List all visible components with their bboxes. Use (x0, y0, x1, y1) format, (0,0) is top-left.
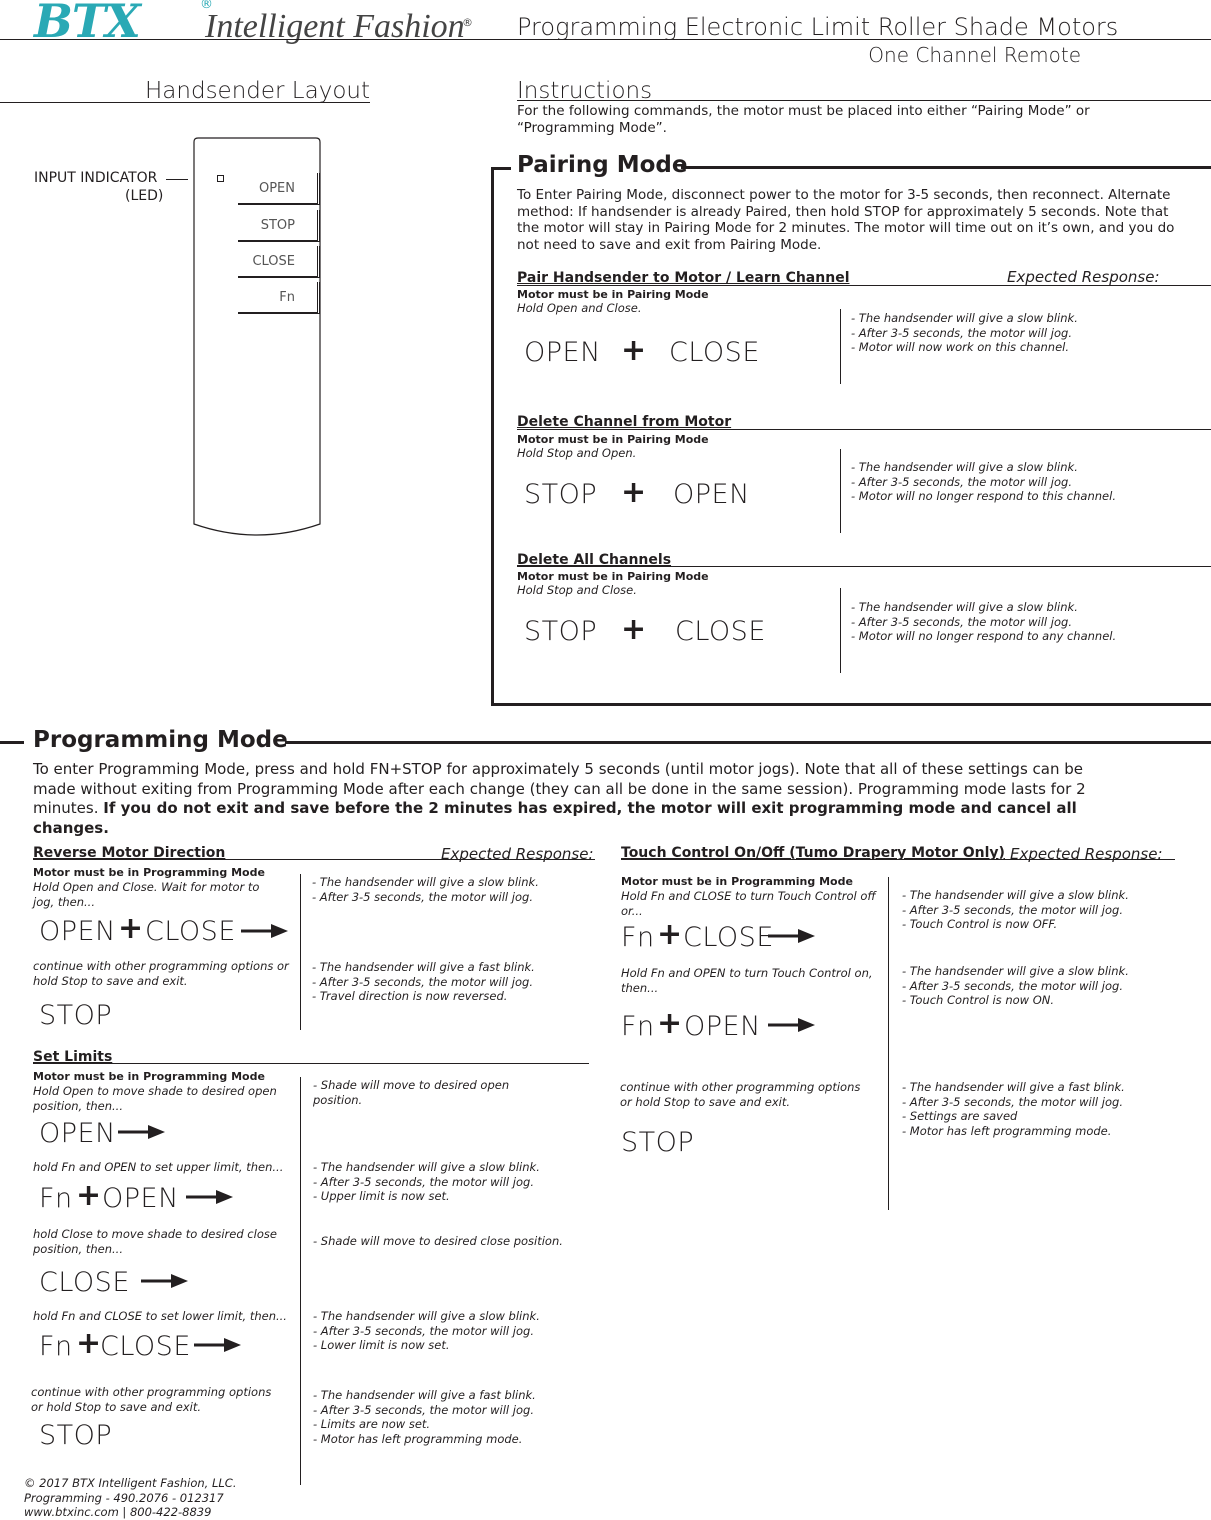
pair-response-line: - Motor will now work on this channel. (851, 340, 1069, 354)
instructions-heading: Instructions (517, 78, 653, 104)
delete-all-must: Motor must be in Pairing Mode (517, 570, 709, 583)
limits-response-line: - The handsender will give a slow blink. (313, 1309, 540, 1323)
touch-must: Motor must be in Programming Mode (621, 875, 853, 888)
indicator-label: INPUT INDICATOR (34, 170, 158, 186)
limits-title: Set Limits (33, 1049, 113, 1065)
pair-divider (840, 309, 841, 384)
remote-stop-button[interactable]: STOP (238, 210, 320, 242)
reverse-expected-label: Expected Response: (441, 845, 594, 863)
instructions-heading-rule (517, 100, 1211, 101)
limits-response-5 (313, 1388, 536, 1446)
limits-response-4 (313, 1309, 540, 1353)
touch-key-fn-2: Fn (621, 1011, 655, 1042)
footer-contact: www.btxinc.com | 800-422-8839 (24, 1505, 212, 1519)
touch-title-rule (621, 859, 1175, 860)
reverse-response-2 (312, 960, 535, 1004)
touch-response-line: - Settings are saved (902, 1109, 1018, 1123)
limits-key-open: OPEN (39, 1118, 116, 1149)
reverse-continue-text: continue with other programming options or hold Stop to save and exit. (33, 959, 289, 988)
pair-key-open: OPEN (524, 337, 601, 368)
handsender-heading-rule (0, 102, 370, 103)
limits-key-close-2: CLOSE (100, 1331, 191, 1362)
pairing-box-left-border (491, 167, 494, 706)
touch-response-3 (902, 1080, 1125, 1138)
delete-all-response-line: - The handsender will give a slow blink. (851, 600, 1078, 614)
indicator-sub-label: (LED) (125, 188, 164, 204)
reverse-response-line: - The handsender will give a slow blink. (312, 875, 539, 889)
touch-response-line: - The handsender will give a slow blink. (902, 964, 1129, 978)
limits-response-line: - Lower limit is now set. (313, 1338, 450, 1352)
pair-response-line: - After 3-5 seconds, the motor will jog. (851, 325, 1072, 340)
reverse-key-stop: STOP (39, 1000, 113, 1031)
limits-response-line: position. (313, 1092, 363, 1107)
limits-response-3 (313, 1234, 563, 1249)
programming-text-main: To enter Programming Mode, press and hold FN+STOP for approximately 5 seconds (until motor jogs). Note that all of these settings can be made without exiting from Programming Mode after each change (they can all be done in the same session). Programming mode lasts for 2 minutes. (33, 760, 1086, 817)
touch-step-3: continue with other programming options or hold Stop to save and exit. (620, 1080, 861, 1109)
limits-response-line: - The handsender will give a fast blink. (313, 1388, 536, 1402)
delete-all-response-line: - After 3-5 seconds, the motor will jog. (851, 614, 1072, 629)
footer-doc-number: Programming - 490.2076 - 012317 (24, 1490, 224, 1505)
pairing-heading-rule (681, 166, 1211, 169)
delete-all-divider (840, 588, 841, 673)
limits-step-3: hold Close to move shade to desired close position, then... (33, 1227, 277, 1256)
programming-text-warning: If you do not exit and save before the 2 minutes has expired, the motor will exit programming mode and cancel all changes. (33, 799, 1077, 837)
limits-response-line: - After 3-5 seconds, the motor will jog. (313, 1174, 534, 1189)
delete-all-response-line: - Motor will no longer respond to any channel. (851, 629, 1117, 643)
pairing-expected-label: Expected Response: (1007, 268, 1160, 286)
limits-response-2 (313, 1160, 540, 1204)
delete-channel-response (851, 460, 1116, 504)
limits-plus: + (76, 1178, 102, 1213)
reverse-arrow-icon (241, 922, 289, 940)
reverse-response-1 (312, 875, 539, 904)
pair-title: Pair Handsender to Motor / Learn Channel (517, 270, 850, 286)
touch-response-line: - After 3-5 seconds, the motor will jog. (902, 1094, 1123, 1109)
brand-reg-mark: ® (200, 0, 213, 12)
touch-step-1: Hold Fn and CLOSE to turn Touch Control off or... (621, 889, 876, 918)
limits-response-line: - Upper limit is now set. (313, 1189, 450, 1203)
delete-channel-response-line: - After 3-5 seconds, the motor will jog. (851, 474, 1072, 489)
touch-key-open: OPEN (684, 1011, 761, 1042)
indicator-leader-line (166, 179, 188, 180)
tagline-reg-mark: ® (462, 16, 473, 29)
limits-fn-close-arrow-icon (194, 1336, 242, 1354)
delete-channel-response-line: - The handsender will give a slow blink. (851, 460, 1078, 474)
delete-all-response (851, 600, 1116, 644)
limits-divider (300, 1077, 301, 1485)
limits-response-line: - Limits are now set. (313, 1417, 431, 1431)
remote-fn-button[interactable]: Fn (238, 282, 320, 314)
programming-heading-rule (285, 741, 1211, 744)
instructions-text: For the following commands, the motor must be placed into either “Pairing Mode” or “Programming Mode”. (517, 103, 1090, 136)
reverse-response-line: - After 3-5 seconds, the motor will jog. (312, 889, 533, 904)
limits-key-close: CLOSE (39, 1267, 130, 1298)
touch-response-line: - The handsender will give a fast blink. (902, 1080, 1125, 1094)
pairing-heading: Pairing Mode (517, 152, 688, 178)
delete-channel-key-stop: STOP (524, 479, 598, 510)
limits-must: Motor must be in Programming Mode (33, 1070, 265, 1083)
delete-channel-hold-text: Hold Stop and Open. (517, 446, 637, 460)
brand-tagline: Intelligent Fashion (205, 8, 465, 45)
delete-channel-title: Delete Channel from Motor (517, 414, 732, 430)
pairing-box-bottom-border (491, 703, 1211, 706)
delete-channel-divider (840, 449, 841, 533)
touch-response-line: - Motor has left programming mode. (902, 1123, 1112, 1138)
touch-open-arrow-icon (768, 1016, 816, 1034)
footer-copyright: © 2017 BTX Intelligent Fashion, LLC. (24, 1476, 237, 1490)
touch-response-line: - After 3-5 seconds, the motor will jog. (902, 902, 1123, 917)
reverse-response-line: - The handsender will give a fast blink. (312, 960, 535, 974)
page-title: Programming Electronic Limit Roller Shade Motors (517, 13, 1119, 41)
reverse-key-open: OPEN (39, 916, 116, 947)
delete-all-title-rule (517, 566, 1211, 567)
programming-heading-rule-left (0, 741, 24, 744)
touch-divider (888, 877, 889, 1210)
touch-response-line: - Touch Control is now ON. (902, 993, 1055, 1007)
pairing-text: To Enter Pairing Mode, disconnect power to the motor for 3-5 seconds, then reconnect. Alternate method: If handsender is already Paired, then hold STOP for approximately 5 seconds. Note that the motor will stay in Pairing Mode for 2 minutes. The motor will time out on it’s own, and you do not need to save and exit from Pairing Mode. (517, 187, 1175, 253)
delete-channel-plus: + (621, 475, 647, 510)
header-rule (0, 39, 1211, 40)
reverse-divider (300, 874, 301, 1030)
touch-close-arrow-icon (768, 927, 816, 945)
limits-response-line: - Shade will move to desired close position. (313, 1234, 563, 1248)
limits-response-1 (313, 1078, 509, 1107)
programming-heading: Programming Mode (33, 727, 288, 753)
limits-step-2: hold Fn and OPEN to set upper limit, then... (33, 1160, 284, 1174)
limits-key-fn: Fn (39, 1183, 73, 1214)
limits-step-1: Hold Open to move shade to desired open position, then... (33, 1084, 277, 1113)
pair-response (851, 311, 1078, 355)
limits-plus-2: + (76, 1326, 102, 1361)
programming-text (33, 760, 1118, 838)
delete-all-key-close: CLOSE (675, 616, 766, 647)
touch-response-line: - After 3-5 seconds, the motor will jog. (902, 978, 1123, 993)
pair-response-line: - The handsender will give a slow blink. (851, 311, 1078, 325)
delete-all-plus: + (621, 612, 647, 647)
pair-hold-text: Hold Open and Close. (517, 301, 642, 315)
pair-plus: + (621, 333, 647, 368)
delete-all-title: Delete All Channels (517, 552, 672, 568)
handsender-heading: Handsender Layout (145, 78, 370, 104)
touch-expected-label: Expected Response: (1010, 845, 1163, 863)
touch-response-2 (902, 964, 1129, 1008)
limits-close-arrow-icon (141, 1272, 189, 1290)
limits-response-line: - Shade will move to desired open (313, 1078, 510, 1092)
limits-response-line: - Motor has left programming mode. (313, 1431, 523, 1446)
touch-response-1 (902, 888, 1129, 932)
limits-title-rule (33, 1063, 589, 1064)
pair-must: Motor must be in Pairing Mode (517, 288, 709, 301)
page-subtitle: One Channel Remote (868, 43, 1081, 67)
reverse-response-line: - Travel direction is now reversed. (312, 989, 508, 1003)
delete-channel-key-open: OPEN (673, 479, 750, 510)
remote-close-button[interactable]: CLOSE (238, 246, 320, 278)
reverse-key-close: CLOSE (145, 916, 236, 947)
touch-plus-2: + (657, 1006, 683, 1041)
limits-key-stop: STOP (39, 1420, 113, 1451)
led-indicator (217, 175, 224, 182)
limits-step-4: hold Fn and CLOSE to set lower limit, then... (33, 1309, 287, 1323)
touch-response-line: - The handsender will give a slow blink. (902, 888, 1129, 902)
limits-response-line: - After 3-5 seconds, the motor will jog. (313, 1323, 534, 1338)
pair-key-close: CLOSE (669, 337, 760, 368)
limits-fn-open-arrow-icon (186, 1188, 234, 1206)
delete-channel-title-rule (517, 429, 1211, 430)
delete-all-hold-text: Hold Stop and Close. (517, 583, 637, 597)
reverse-plus: + (118, 911, 144, 946)
reverse-must: Motor must be in Programming Mode (33, 866, 265, 879)
touch-key-stop: STOP (621, 1127, 695, 1158)
reverse-hold-text: Hold Open and Close. Wait for motor to jog, then... (33, 880, 260, 909)
limits-response-line: - The handsender will give a slow blink. (313, 1160, 540, 1174)
footer (24, 1476, 236, 1520)
limits-response-line: - After 3-5 seconds, the motor will jog. (313, 1402, 534, 1417)
touch-key-fn: Fn (621, 922, 655, 953)
brand-logo: BTX (34, 0, 140, 48)
limits-step-5: continue with other programming options or hold Stop to save and exit. (31, 1385, 272, 1414)
limits-key-fn-2: Fn (39, 1331, 73, 1362)
touch-plus: + (657, 917, 683, 952)
delete-channel-must: Motor must be in Pairing Mode (517, 433, 709, 446)
reverse-title: Reverse Motor Direction (33, 845, 226, 861)
touch-title: Touch Control On/Off (Tumo Drapery Motor Only) (621, 845, 1005, 861)
touch-step-2: Hold Fn and OPEN to turn Touch Control on, then... (621, 966, 873, 995)
pairing-box-top-left-border (491, 167, 511, 170)
touch-response-line: - Touch Control is now OFF. (902, 917, 1058, 931)
limits-open-arrow-icon (118, 1123, 166, 1141)
touch-key-close: CLOSE (683, 922, 774, 953)
delete-all-key-stop: STOP (524, 616, 598, 647)
remote-open-button[interactable]: OPEN (238, 173, 320, 205)
limits-key-open-2: OPEN (102, 1183, 179, 1214)
delete-channel-response-line: - Motor will no longer respond to this channel. (851, 489, 1116, 503)
reverse-response-line: - After 3-5 seconds, the motor will jog. (312, 974, 533, 989)
